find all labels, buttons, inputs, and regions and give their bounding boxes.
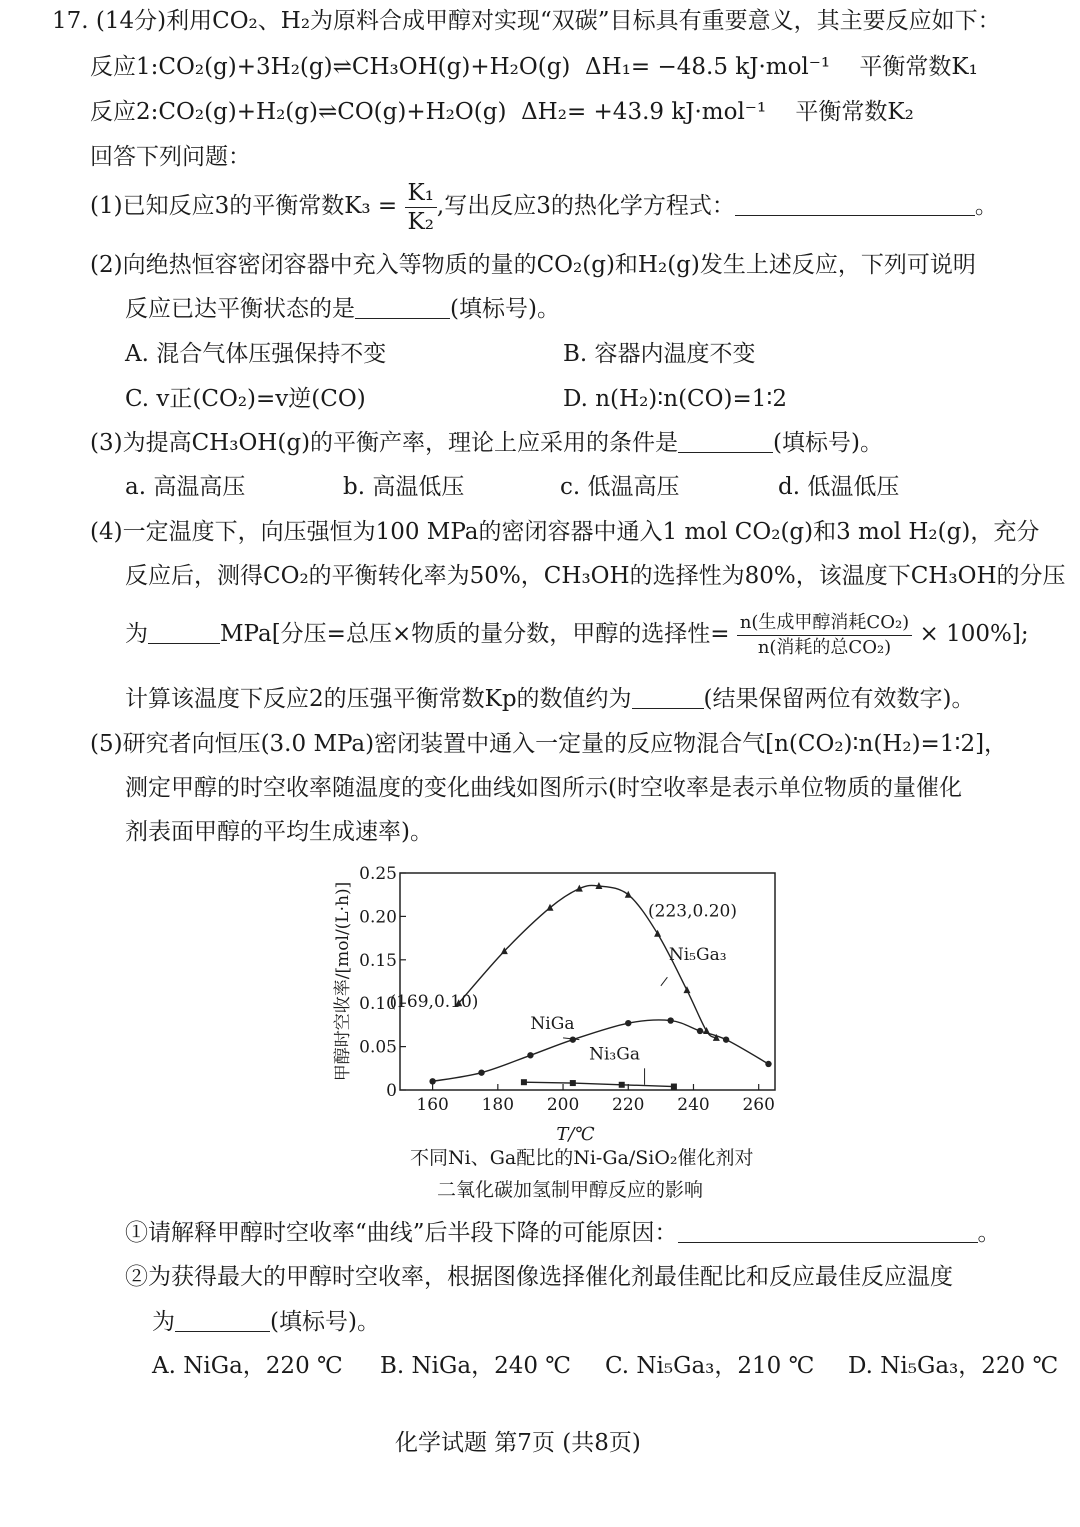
part5-q2-line2-post: (填标号)。 [270, 1309, 380, 1335]
point-niga [765, 1061, 771, 1067]
point-niga [667, 1017, 673, 1023]
reaction-1-equation: CO₂(g)+3H₂(g)⇌CH₃OH(g)+H₂O(g) [158, 54, 571, 80]
part4-line4-pre: 计算该温度下反应2的压强平衡常数Kp的数值约为 [125, 686, 632, 712]
part3-option-b: b. 高温低压 [343, 474, 465, 500]
part5-q2-line1: ②为获得最大的甲醇时空收率，根据图像选择催化剂最佳配比和反应最佳反应温度 [125, 1264, 953, 1290]
part5-option-c: C. Ni₅Ga₃，210 ℃ [605, 1353, 815, 1379]
part5-line2: 测定甲醇的时空收率随温度的变化曲线如图所示(时空收率是表示单位物质的量催化 [125, 775, 962, 801]
part5-option-d: D. Ni₅Ga₃，220 ℃ [848, 1353, 1059, 1379]
k-fraction-numerator: K₁ [405, 179, 437, 208]
part2-line1: (2)向绝热恒容密闭容器中充入等物质的量的CO₂(g)和H₂(g)发生上述反应，下列可说明 [90, 252, 976, 278]
part2-option-c: C. v正(CO₂)=v逆(CO) [125, 386, 366, 412]
part4-line3-post: × 100%]; [919, 621, 1029, 647]
reaction-1-constant: 平衡常数K₁ [859, 54, 978, 80]
point-niga [429, 1078, 435, 1084]
question-header: 17. (14分)利用CO₂、H₂为原料合成甲醇对实现“双碳”目标具有重要意义，其主要反应如下： [52, 8, 1001, 34]
reaction-2-equation: CO₂(g)+H₂(g)⇌CO(g)+H₂O(g) [158, 99, 507, 125]
part4-line4-post: (结果保留两位有效数字)。 [703, 686, 975, 712]
x-tick-label: 200 [546, 1095, 580, 1115]
reaction-2-enthalpy: ΔH₂= +43.9 kJ·mol⁻¹ [521, 99, 767, 125]
part5-q1-end: 。 [977, 1220, 1001, 1246]
annotation-niga-start: (169,0.10) [389, 992, 479, 1013]
x-tick-label: 220 [612, 1095, 645, 1115]
part3-option-c: c. 低温高压 [560, 474, 680, 500]
x-tick-label: 240 [677, 1095, 710, 1115]
point-niga [478, 1069, 484, 1075]
point-ni3ga [619, 1082, 625, 1088]
part1-end: 。 [974, 193, 998, 219]
annotation-ni5ga3-peak: (223,0.20) [648, 901, 738, 922]
part4-line3-mid: MPa[分压=总压×物质的量分数，甲醇的选择性= [220, 621, 730, 647]
part2-line2-post: (填标号)。 [450, 296, 560, 322]
part4-line2: 反应后，测得CO₂的平衡转化率为50%，CH₃OH的选择性为80%，该温度下CH₃OH的分压 [125, 563, 1066, 589]
part3-line1 [90, 428, 883, 458]
y-axis-label: 甲醇时空收率/[mol/(L·h)] [333, 881, 353, 1082]
selectivity-denominator: n(消耗的总CO₂) [757, 636, 892, 658]
selectivity-numerator: n(生成甲醇消耗CO₂) [737, 611, 912, 636]
part4-line4 [125, 684, 975, 714]
y-tick-label: 0.25 [359, 864, 397, 884]
part5-q2-line2-pre: 为 [152, 1309, 175, 1335]
answer-blank-1[interactable] [735, 193, 975, 216]
y-tick-label: 0.15 [359, 950, 397, 971]
reaction-1-label: 反应1: [90, 54, 159, 80]
x-axis-label: T/℃ [556, 1124, 595, 1145]
point-ni5ga3 [547, 904, 554, 911]
part4-line1: (4)一定温度下，向压强恒为100 MPa的密闭容器中通入1 mol CO₂(g)和3 mol H₂(g)，充分 [90, 519, 1040, 545]
series-label-ni3ga: Ni₃Ga [589, 1044, 640, 1065]
part5-line3: 剂表面甲醇的平均生成速率)。 [125, 819, 433, 845]
answer-blank-4[interactable] [148, 621, 220, 644]
point-ni3ga [521, 1079, 527, 1085]
part5-option-b: B. NiGa，240 ℃ [380, 1353, 572, 1379]
part2-option-b: B. 容器内温度不变 [563, 341, 756, 367]
point-niga [723, 1036, 729, 1042]
part1-post: ,写出反应3的热化学方程式： [436, 193, 735, 219]
part5-q1 [125, 1218, 1001, 1248]
x-tick-label: 260 [742, 1095, 775, 1115]
y-tick-label: 0.20 [359, 907, 397, 928]
part5-q1-pre: ①请解释甲醇时空收率“曲线”后半段下降的可能原因： [125, 1220, 678, 1246]
series-line-ni3ga [524, 1082, 674, 1086]
y-tick-label: 0.10 [359, 994, 397, 1015]
point-niga [625, 1020, 631, 1026]
part2-option-a: A. 混合气体压强保持不变 [125, 341, 387, 367]
point-niga [697, 1028, 703, 1034]
y-tick-label: 0 [386, 1081, 397, 1101]
series-label-ni5ga3: Ni₅Ga₃ [668, 944, 727, 965]
pointer-ni5ga3 [661, 977, 668, 986]
x-tick-label: 180 [481, 1095, 515, 1115]
figure-caption-line2: 二氧化碳加氢制甲醇反应的影响 [437, 1179, 704, 1201]
k-fraction [405, 179, 437, 236]
figure-caption-line1: 不同Ni、Ga配比的Ni-Ga/SiO₂催化剂对 [410, 1147, 754, 1169]
part5-q2-line2 [152, 1307, 380, 1337]
part3-option-a: a. 高温高压 [125, 474, 246, 500]
reaction-1 [90, 52, 978, 82]
part3-option-d: d. 低温低压 [778, 474, 900, 500]
prompt-text: 回答下列问题： [90, 144, 251, 170]
point-niga [527, 1052, 533, 1058]
reaction-2 [90, 97, 914, 127]
part2-line2 [125, 294, 560, 324]
part4-line3 [125, 604, 1029, 664]
reaction-1-enthalpy: ΔH₁= −48.5 kJ·mol⁻¹ [585, 54, 831, 80]
answer-blank-6[interactable] [678, 1220, 978, 1243]
point-ni3ga [570, 1080, 576, 1086]
part5-line1: (5)研究者向恒压(3.0 MPa)密闭装置中通入一定量的反应物混合气[n(CO₂)∶n(H₂)=1∶2]， [90, 731, 1008, 757]
part2-line2-pre: 反应已达平衡状态的是 [125, 296, 355, 322]
answer-blank-7[interactable] [175, 1309, 270, 1332]
part1-pre: (1)已知反应3的平衡常数K₃ = [90, 193, 398, 219]
point-ni3ga [671, 1084, 677, 1090]
methanol-yield-chart [320, 860, 790, 1150]
part1-line [90, 178, 998, 236]
part5-option-a: A. NiGa，220 ℃ [152, 1353, 343, 1379]
answer-blank-5[interactable] [632, 686, 704, 709]
k-fraction-denominator: K₂ [407, 208, 434, 235]
series-label-niga: NiGa [530, 1014, 575, 1035]
x-tick-label: 160 [416, 1095, 449, 1115]
part2-option-d: D. n(H₂)∶n(CO)=1∶2 [563, 386, 788, 412]
point-ni5ga3 [625, 891, 632, 898]
reaction-2-label: 反应2: [90, 99, 159, 125]
reaction-2-constant: 平衡常数K₂ [795, 99, 914, 125]
answer-blank-3[interactable] [678, 430, 773, 453]
part3-line1-post: (填标号)。 [773, 430, 883, 456]
part3-line1-pre: (3)为提高CH₃OH(g)的平衡产率，理论上应采用的条件是 [90, 430, 679, 456]
y-tick-label: 0.05 [359, 1037, 397, 1058]
answer-blank-2[interactable] [355, 296, 450, 319]
page-footer: 化学试题 第7页 (共8页) [395, 1430, 641, 1456]
part4-line3-pre: 为 [125, 621, 148, 647]
point-ni5ga3 [683, 986, 690, 993]
selectivity-fraction [737, 611, 912, 660]
